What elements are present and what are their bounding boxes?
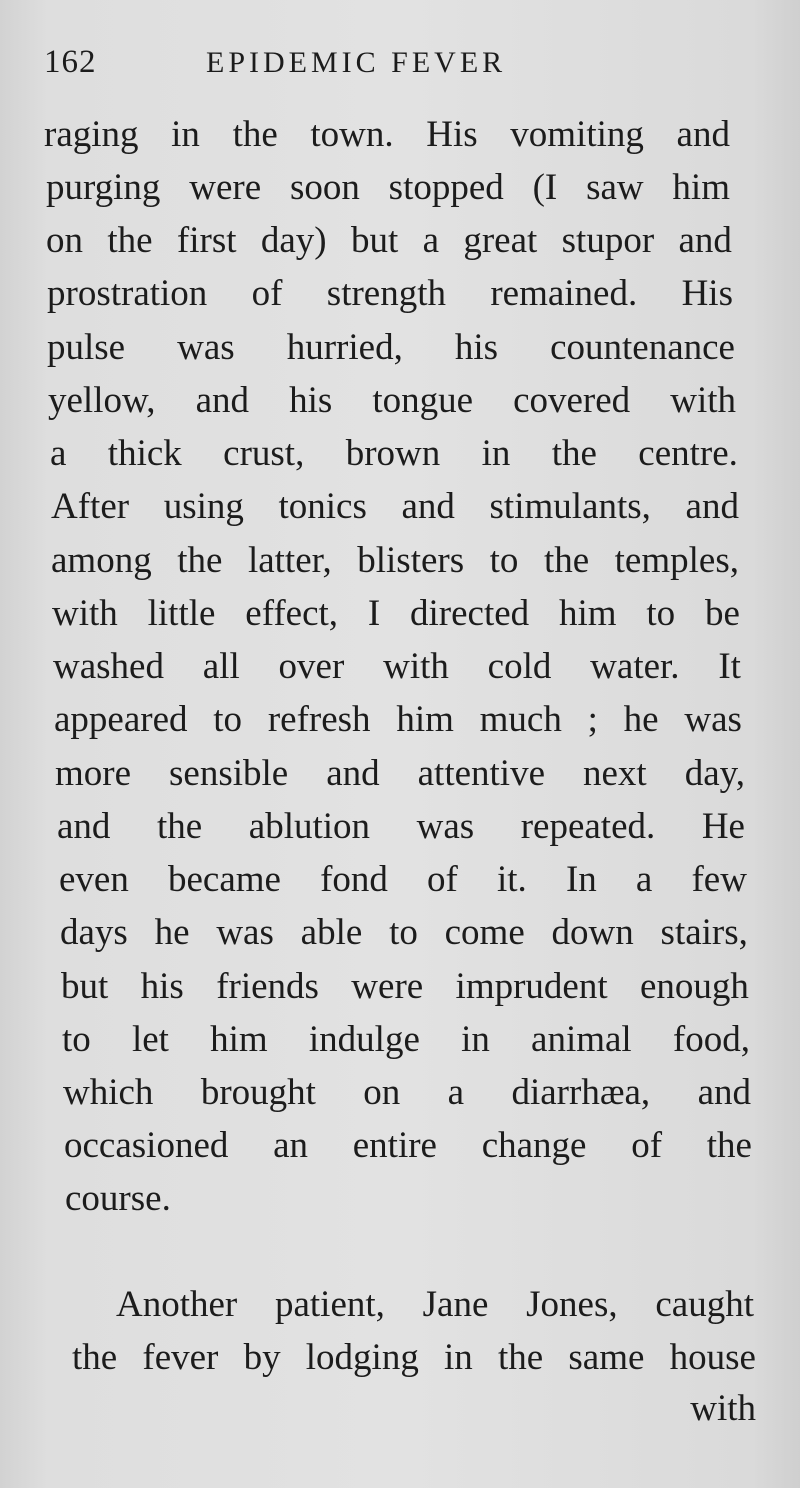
text-line: course. [65, 1178, 171, 1219]
catchword: with [690, 1388, 756, 1429]
text-line: even became fond of it. In a few [59, 859, 747, 900]
text-line: prostration of strength remained. His [47, 273, 733, 314]
text-line: a thick crust, brown in the centre. [50, 433, 738, 474]
text-line: washed all over with cold water. It [53, 646, 741, 687]
text-line: but his friends were imprudent enough [61, 966, 749, 1007]
text-line: days he was able to come down stairs, [60, 912, 748, 953]
text-line: raging in the town. His vomiting and [44, 114, 730, 155]
text-line: pulse was hurried, his countenance [47, 327, 735, 368]
text-line: After using tonics and stimulants, and [51, 486, 739, 527]
text-line: more sensible and attentive next day, [55, 753, 745, 794]
page-header [30, 38, 590, 88]
running-head: EPIDEMIC FEVER [206, 46, 507, 79]
page-number: 162 [44, 44, 97, 80]
text-line: to let him indulge in animal food, [62, 1019, 750, 1060]
text-line: and the ablution was repeated. He [57, 806, 745, 847]
text-line: among the latter, blisters to the temples, [51, 540, 739, 581]
text-line: appeared to refresh him much ; he was [54, 699, 742, 740]
text-line: on the first day) but a great stupor and [46, 220, 732, 261]
text-line: occasioned an entire change of the [64, 1125, 752, 1166]
text-line: yellow, and his tongue covered with [48, 380, 736, 421]
text-line: the fever by lodging in the same house [72, 1337, 756, 1378]
text-line: Another patient, Jane Jones, caught [116, 1284, 754, 1325]
text-line: which brought on a diarrhæa, and [63, 1072, 751, 1113]
text-line: purging were soon stopped (I saw him [46, 167, 730, 208]
text-line: with little effect, I directed him to be [52, 593, 740, 634]
